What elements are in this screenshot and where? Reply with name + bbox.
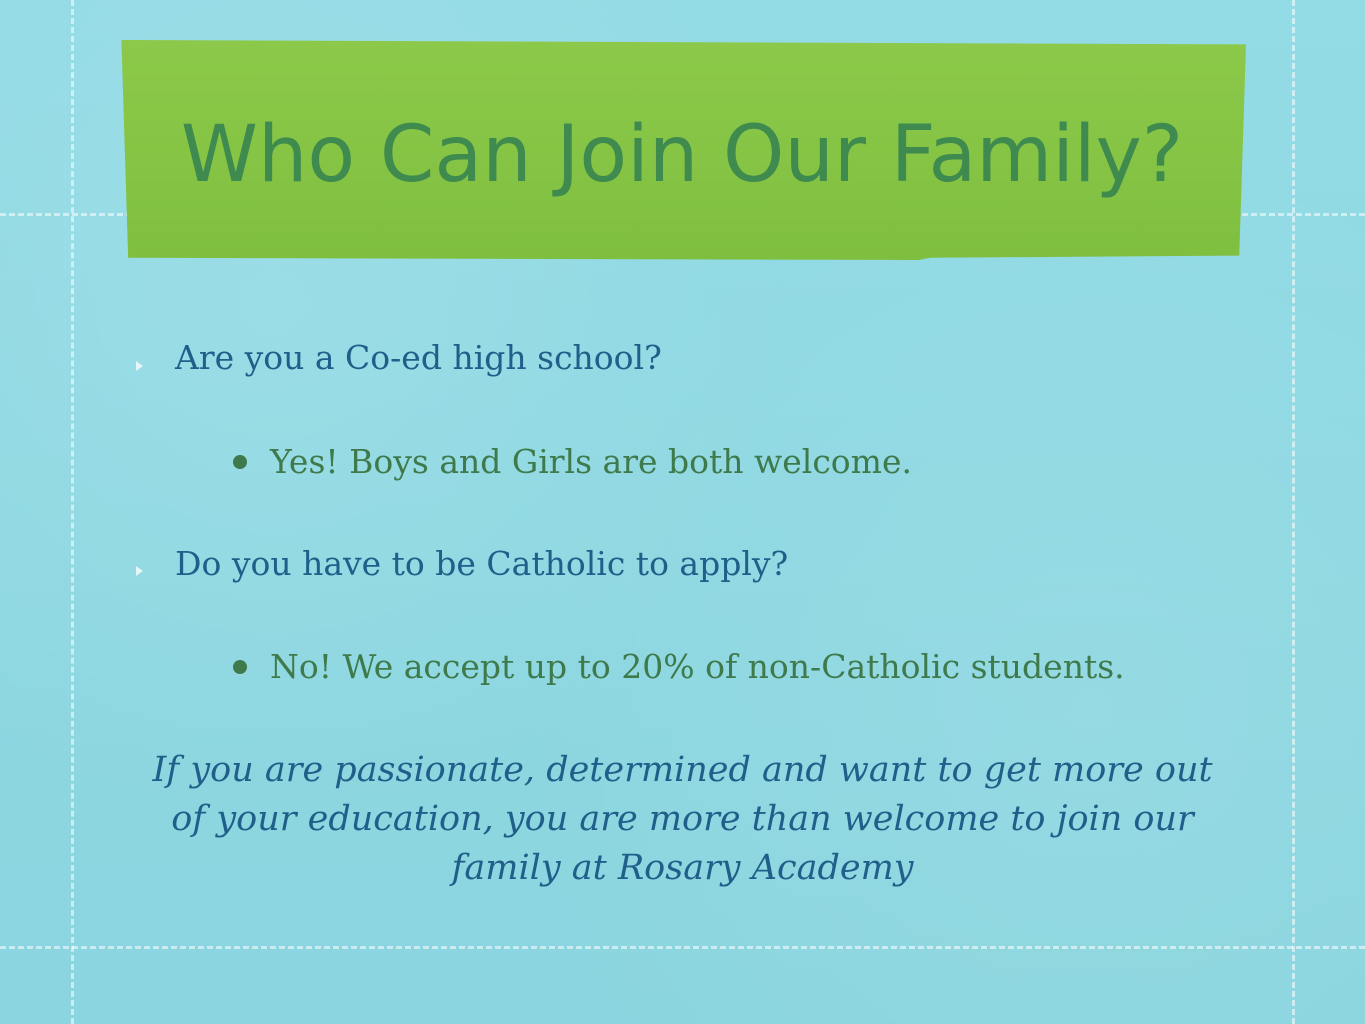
stitch-border-right <box>1292 0 1295 1024</box>
question-2: Do you have to be Catholic to apply? <box>175 544 789 583</box>
stitch-border-left <box>71 0 74 1024</box>
question-arrow-icon <box>136 361 143 371</box>
answer-2: No! We accept up to 20% of non-Catholic students. <box>270 647 1125 686</box>
bullet-dot-icon <box>233 660 247 674</box>
question-1: Are you a Co-ed high school? <box>175 338 662 377</box>
bullet-dot-icon <box>233 455 247 469</box>
question-arrow-icon <box>136 566 143 576</box>
closing-statement: If you are passionate, determined and want to get more out of your education, you are more than welcome to join our family at Rosary Academy <box>152 750 1213 888</box>
answer-1: Yes! Boys and Girls are both welcome. <box>270 442 912 481</box>
stitch-border-bottom <box>0 946 1365 949</box>
slide-title: Who Can Join Our Family? <box>180 110 1184 200</box>
